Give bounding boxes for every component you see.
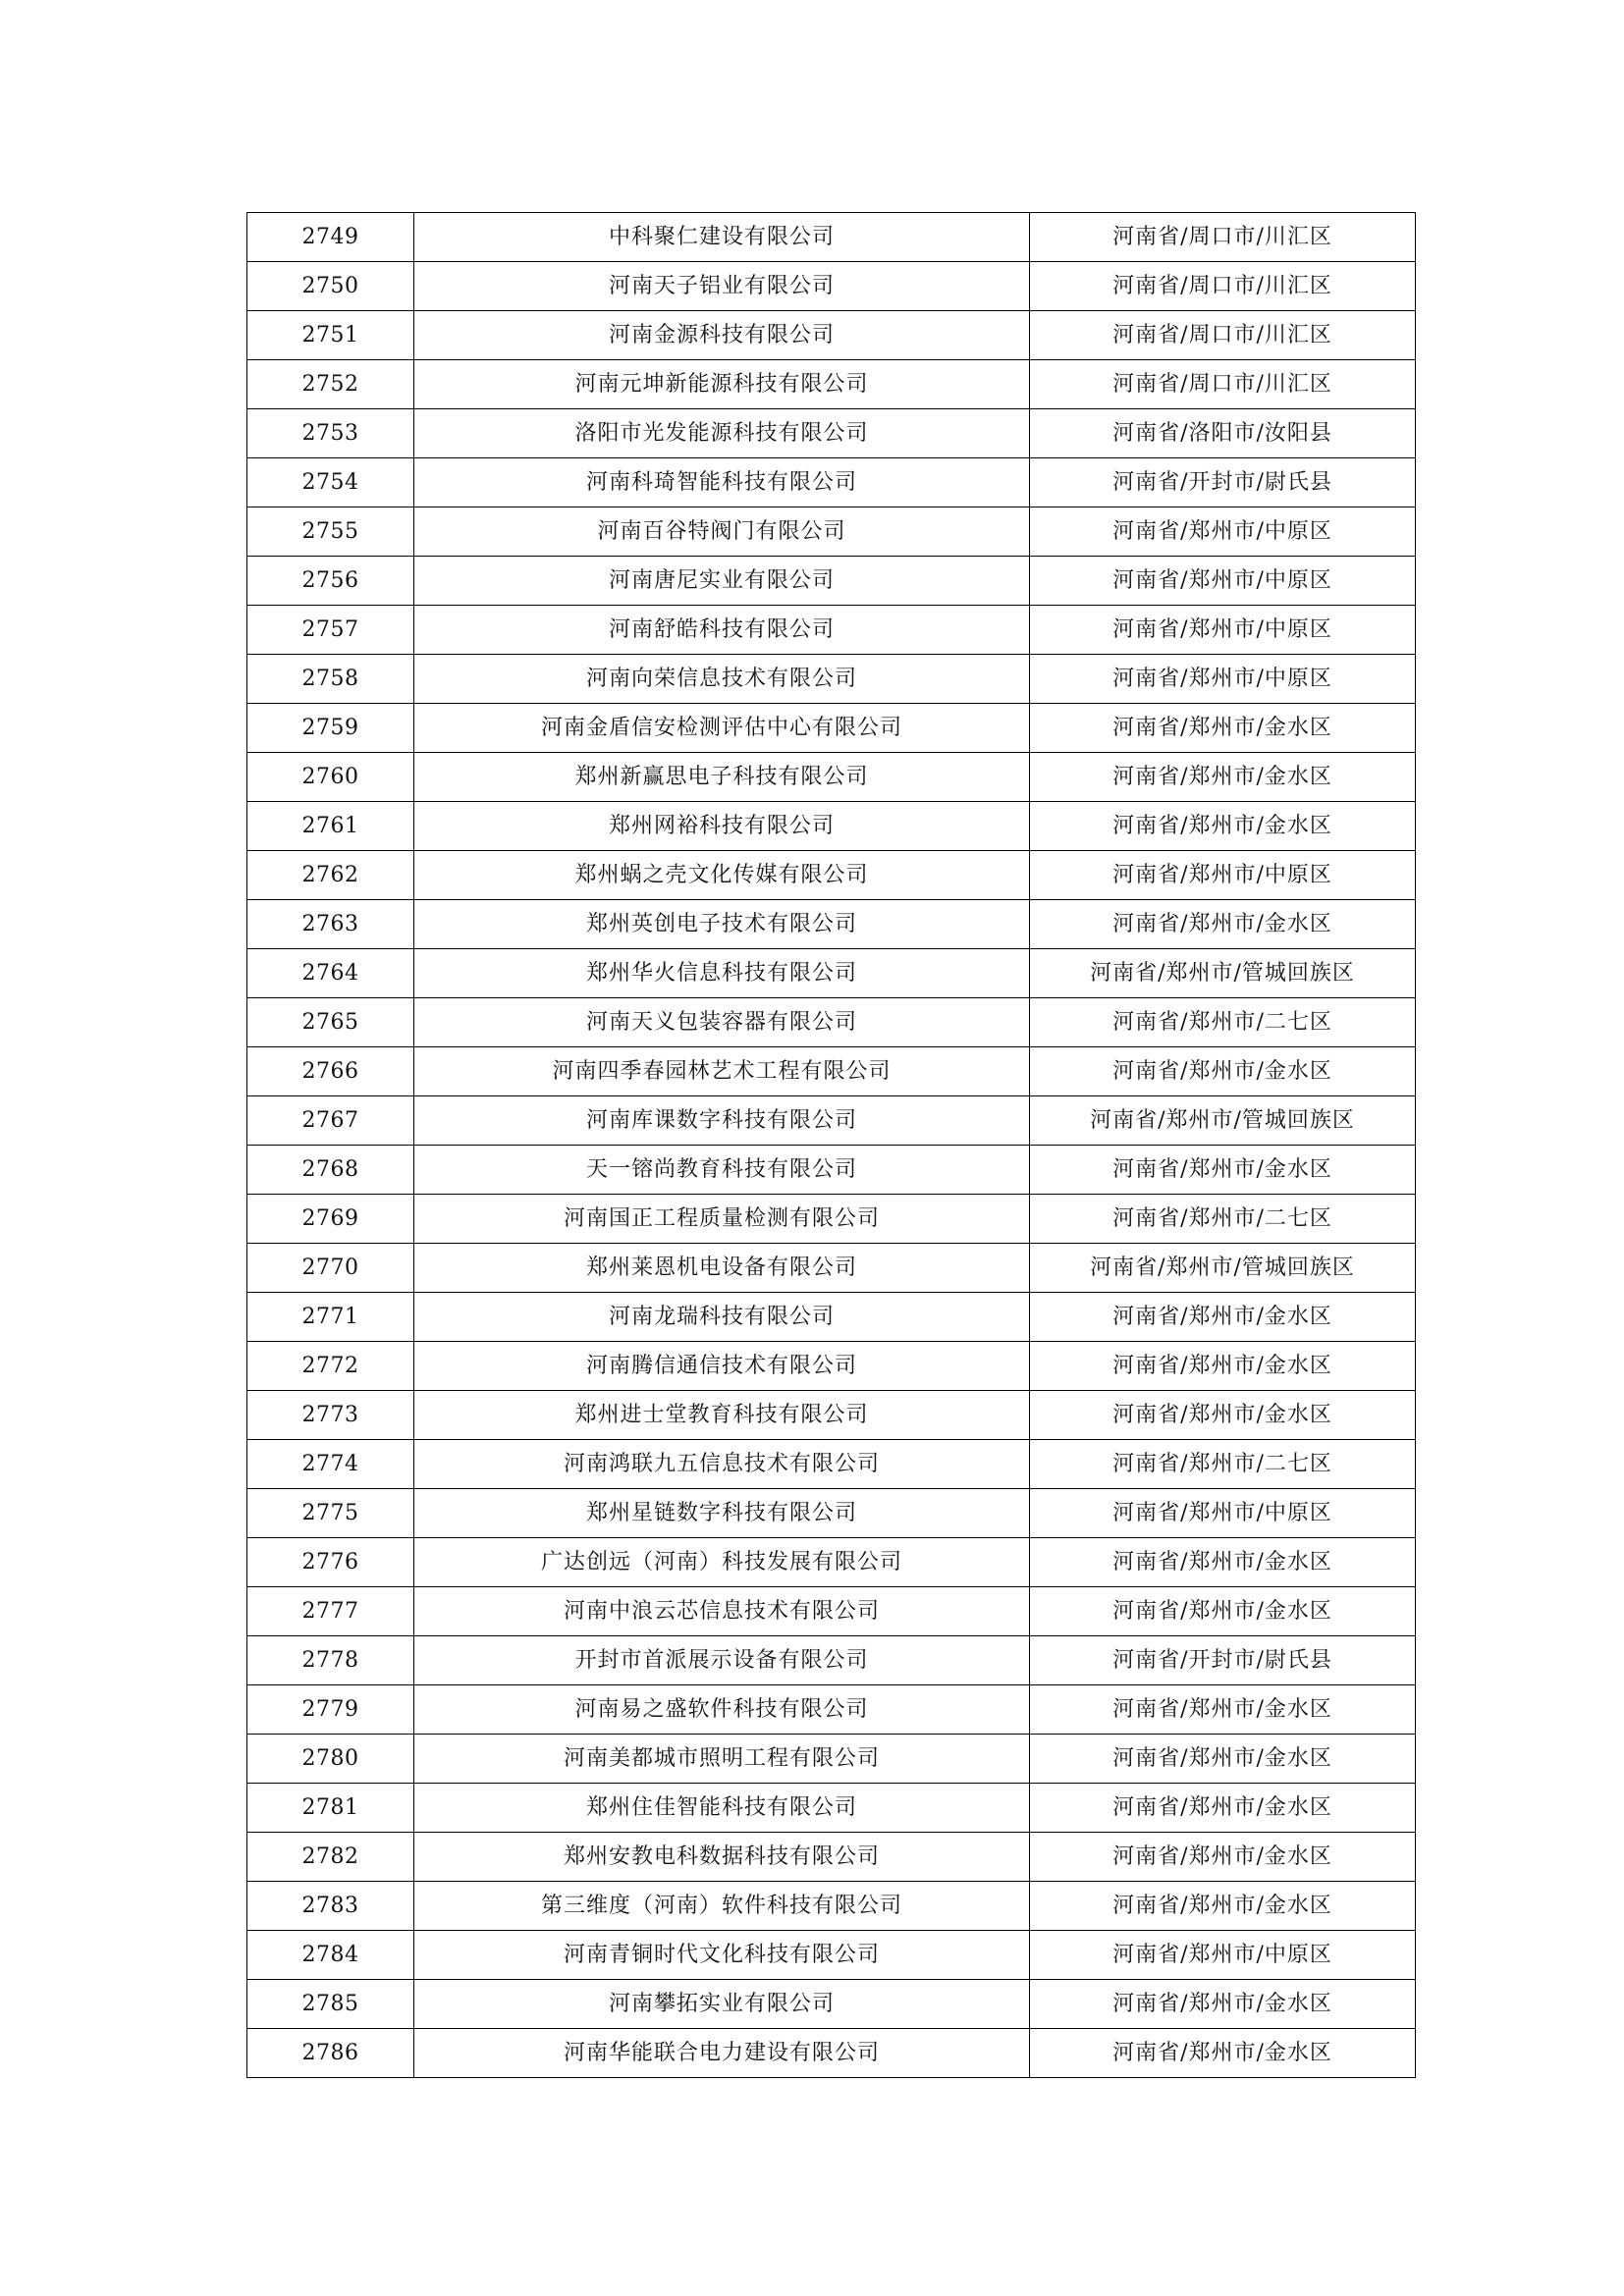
company-name-cell: 郑州住佳智能科技有限公司 [414, 1784, 1030, 1833]
location-cell: 河南省/郑州市/中原区 [1030, 655, 1416, 704]
location-cell: 河南省/周口市/川汇区 [1030, 360, 1416, 409]
location-cell: 河南省/郑州市/金水区 [1030, 1342, 1416, 1391]
table-row [247, 1735, 1416, 1784]
company-name-cell: 河南金源科技有限公司 [414, 311, 1030, 360]
table-row [247, 1047, 1416, 1096]
table-row [247, 360, 1416, 409]
row-number-cell: 2774 [247, 1440, 414, 1489]
company-name-cell: 河南国正工程质量检测有限公司 [414, 1195, 1030, 1244]
company-name-cell: 郑州网裕科技有限公司 [414, 802, 1030, 851]
location-cell: 河南省/郑州市/金水区 [1030, 1685, 1416, 1735]
location-cell: 河南省/郑州市/金水区 [1030, 1146, 1416, 1195]
row-number-cell: 2750 [247, 262, 414, 311]
company-name-cell: 开封市首派展示设备有限公司 [414, 1636, 1030, 1685]
location-cell: 河南省/郑州市/二七区 [1030, 1195, 1416, 1244]
row-number-cell: 2773 [247, 1391, 414, 1440]
location-cell: 河南省/郑州市/中原区 [1030, 851, 1416, 900]
row-number-cell: 2779 [247, 1685, 414, 1735]
company-name-cell: 河南向荣信息技术有限公司 [414, 655, 1030, 704]
location-cell: 河南省/郑州市/金水区 [1030, 1293, 1416, 1342]
location-cell: 河南省/郑州市/金水区 [1030, 2029, 1416, 2078]
location-cell: 河南省/开封市/尉氏县 [1030, 458, 1416, 507]
company-name-cell: 洛阳市光发能源科技有限公司 [414, 409, 1030, 458]
row-number-cell: 2765 [247, 998, 414, 1047]
location-cell: 河南省/郑州市/金水区 [1030, 1784, 1416, 1833]
company-name-cell: 河南元坤新能源科技有限公司 [414, 360, 1030, 409]
company-name-cell: 郑州英创电子技术有限公司 [414, 900, 1030, 949]
company-name-cell: 郑州进士堂教育科技有限公司 [414, 1391, 1030, 1440]
row-number-cell: 2776 [247, 1538, 414, 1587]
location-cell: 河南省/郑州市/金水区 [1030, 802, 1416, 851]
location-cell: 河南省/郑州市/金水区 [1030, 1587, 1416, 1636]
row-number-cell: 2761 [247, 802, 414, 851]
location-cell: 河南省/郑州市/二七区 [1030, 1440, 1416, 1489]
company-name-cell: 河南龙瑞科技有限公司 [414, 1293, 1030, 1342]
row-number-cell: 2769 [247, 1195, 414, 1244]
company-name-cell: 河南攀拓实业有限公司 [414, 1980, 1030, 2029]
row-number-cell: 2754 [247, 458, 414, 507]
company-name-cell: 郑州莱恩机电设备有限公司 [414, 1244, 1030, 1293]
location-cell: 河南省/洛阳市/汝阳县 [1030, 409, 1416, 458]
location-cell: 河南省/郑州市/中原区 [1030, 606, 1416, 655]
location-cell: 河南省/郑州市/金水区 [1030, 1047, 1416, 1096]
row-number-cell: 2781 [247, 1784, 414, 1833]
location-cell: 河南省/郑州市/金水区 [1030, 1882, 1416, 1931]
company-name-cell: 河南鸿联九五信息技术有限公司 [414, 1440, 1030, 1489]
company-name-cell: 河南华能联合电力建设有限公司 [414, 2029, 1030, 2078]
company-name-cell: 河南天义包装容器有限公司 [414, 998, 1030, 1047]
company-name-cell: 河南易之盛软件科技有限公司 [414, 1685, 1030, 1735]
table-row [247, 1833, 1416, 1882]
company-name-cell: 河南唐尼实业有限公司 [414, 557, 1030, 606]
table-row [247, 557, 1416, 606]
row-number-cell: 2753 [247, 409, 414, 458]
location-cell: 河南省/郑州市/金水区 [1030, 900, 1416, 949]
table-row [247, 1096, 1416, 1146]
company-name-cell: 郑州华火信息科技有限公司 [414, 949, 1030, 998]
row-number-cell: 2775 [247, 1489, 414, 1538]
company-name-cell: 中科聚仁建设有限公司 [414, 213, 1030, 262]
table-row [247, 802, 1416, 851]
row-number-cell: 2751 [247, 311, 414, 360]
row-number-cell: 2780 [247, 1735, 414, 1784]
table-row [247, 458, 1416, 507]
row-number-cell: 2749 [247, 213, 414, 262]
table-row [247, 1636, 1416, 1685]
row-number-cell: 2782 [247, 1833, 414, 1882]
table-row [247, 213, 1416, 262]
table-row [247, 1882, 1416, 1931]
location-cell: 河南省/郑州市/金水区 [1030, 1538, 1416, 1587]
company-name-cell: 郑州安教电科数据科技有限公司 [414, 1833, 1030, 1882]
row-number-cell: 2756 [247, 557, 414, 606]
location-cell: 河南省/郑州市/管城回族区 [1030, 1096, 1416, 1146]
company-name-cell: 河南库课数字科技有限公司 [414, 1096, 1030, 1146]
row-number-cell: 2757 [247, 606, 414, 655]
company-name-cell: 河南金盾信安检测评估中心有限公司 [414, 704, 1030, 753]
row-number-cell: 2785 [247, 1980, 414, 2029]
location-cell: 河南省/开封市/尉氏县 [1030, 1636, 1416, 1685]
row-number-cell: 2763 [247, 900, 414, 949]
company-name-cell: 河南百谷特阀门有限公司 [414, 507, 1030, 557]
table-row [247, 262, 1416, 311]
company-name-cell: 河南舒皓科技有限公司 [414, 606, 1030, 655]
table-row [247, 851, 1416, 900]
location-cell: 河南省/郑州市/金水区 [1030, 1980, 1416, 2029]
table-row [247, 998, 1416, 1047]
row-number-cell: 2764 [247, 949, 414, 998]
location-cell: 河南省/郑州市/中原区 [1030, 1489, 1416, 1538]
company-name-cell: 河南中浪云芯信息技术有限公司 [414, 1587, 1030, 1636]
table-row [247, 1244, 1416, 1293]
row-number-cell: 2783 [247, 1882, 414, 1931]
location-cell: 河南省/周口市/川汇区 [1030, 311, 1416, 360]
row-number-cell: 2778 [247, 1636, 414, 1685]
table-body [247, 213, 1416, 2078]
table-row [247, 1146, 1416, 1195]
row-number-cell: 2752 [247, 360, 414, 409]
table-row [247, 655, 1416, 704]
row-number-cell: 2760 [247, 753, 414, 802]
company-name-cell: 郑州新赢思电子科技有限公司 [414, 753, 1030, 802]
company-list-table [246, 212, 1416, 2078]
table-row [247, 900, 1416, 949]
location-cell: 河南省/郑州市/二七区 [1030, 998, 1416, 1047]
table-row [247, 409, 1416, 458]
location-cell: 河南省/周口市/川汇区 [1030, 262, 1416, 311]
row-number-cell: 2786 [247, 2029, 414, 2078]
row-number-cell: 2759 [247, 704, 414, 753]
location-cell: 河南省/郑州市/中原区 [1030, 507, 1416, 557]
table-row [247, 753, 1416, 802]
row-number-cell: 2772 [247, 1342, 414, 1391]
table-row [247, 2029, 1416, 2078]
table-row [247, 1587, 1416, 1636]
company-name-cell: 郑州星链数字科技有限公司 [414, 1489, 1030, 1538]
table-row [247, 606, 1416, 655]
table-row [247, 1931, 1416, 1980]
company-name-cell: 第三维度（河南）软件科技有限公司 [414, 1882, 1030, 1931]
table-row [247, 704, 1416, 753]
table-row [247, 1538, 1416, 1587]
location-cell: 河南省/郑州市/中原区 [1030, 1931, 1416, 1980]
location-cell: 河南省/郑州市/管城回族区 [1030, 1244, 1416, 1293]
row-number-cell: 2784 [247, 1931, 414, 1980]
location-cell: 河南省/郑州市/金水区 [1030, 753, 1416, 802]
company-name-cell: 郑州蜗之壳文化传媒有限公司 [414, 851, 1030, 900]
table-row [247, 1489, 1416, 1538]
table-row [247, 1685, 1416, 1735]
company-name-cell: 河南科琦智能科技有限公司 [414, 458, 1030, 507]
location-cell: 河南省/郑州市/金水区 [1030, 1833, 1416, 1882]
table-row [247, 1391, 1416, 1440]
location-cell: 河南省/郑州市/金水区 [1030, 1735, 1416, 1784]
row-number-cell: 2766 [247, 1047, 414, 1096]
table-row [247, 1980, 1416, 2029]
location-cell: 河南省/周口市/川汇区 [1030, 213, 1416, 262]
row-number-cell: 2770 [247, 1244, 414, 1293]
table-row [247, 1293, 1416, 1342]
company-name-cell: 河南美都城市照明工程有限公司 [414, 1735, 1030, 1784]
row-number-cell: 2768 [247, 1146, 414, 1195]
row-number-cell: 2777 [247, 1587, 414, 1636]
location-cell: 河南省/郑州市/金水区 [1030, 704, 1416, 753]
company-name-cell: 天一镕尚教育科技有限公司 [414, 1146, 1030, 1195]
company-name-cell: 河南四季春园林艺术工程有限公司 [414, 1047, 1030, 1096]
company-name-cell: 河南腾信通信技术有限公司 [414, 1342, 1030, 1391]
table-row [247, 507, 1416, 557]
row-number-cell: 2767 [247, 1096, 414, 1146]
table-row [247, 1784, 1416, 1833]
row-number-cell: 2762 [247, 851, 414, 900]
location-cell: 河南省/郑州市/管城回族区 [1030, 949, 1416, 998]
row-number-cell: 2771 [247, 1293, 414, 1342]
table-row [247, 1195, 1416, 1244]
row-number-cell: 2758 [247, 655, 414, 704]
table-row [247, 311, 1416, 360]
location-cell: 河南省/郑州市/中原区 [1030, 557, 1416, 606]
location-cell: 河南省/郑州市/金水区 [1030, 1391, 1416, 1440]
table-row [247, 1440, 1416, 1489]
company-name-cell: 河南青铜时代文化科技有限公司 [414, 1931, 1030, 1980]
row-number-cell: 2755 [247, 507, 414, 557]
company-name-cell: 河南天子铝业有限公司 [414, 262, 1030, 311]
company-name-cell: 广达创远（河南）科技发展有限公司 [414, 1538, 1030, 1587]
table-row [247, 1342, 1416, 1391]
table-row [247, 949, 1416, 998]
